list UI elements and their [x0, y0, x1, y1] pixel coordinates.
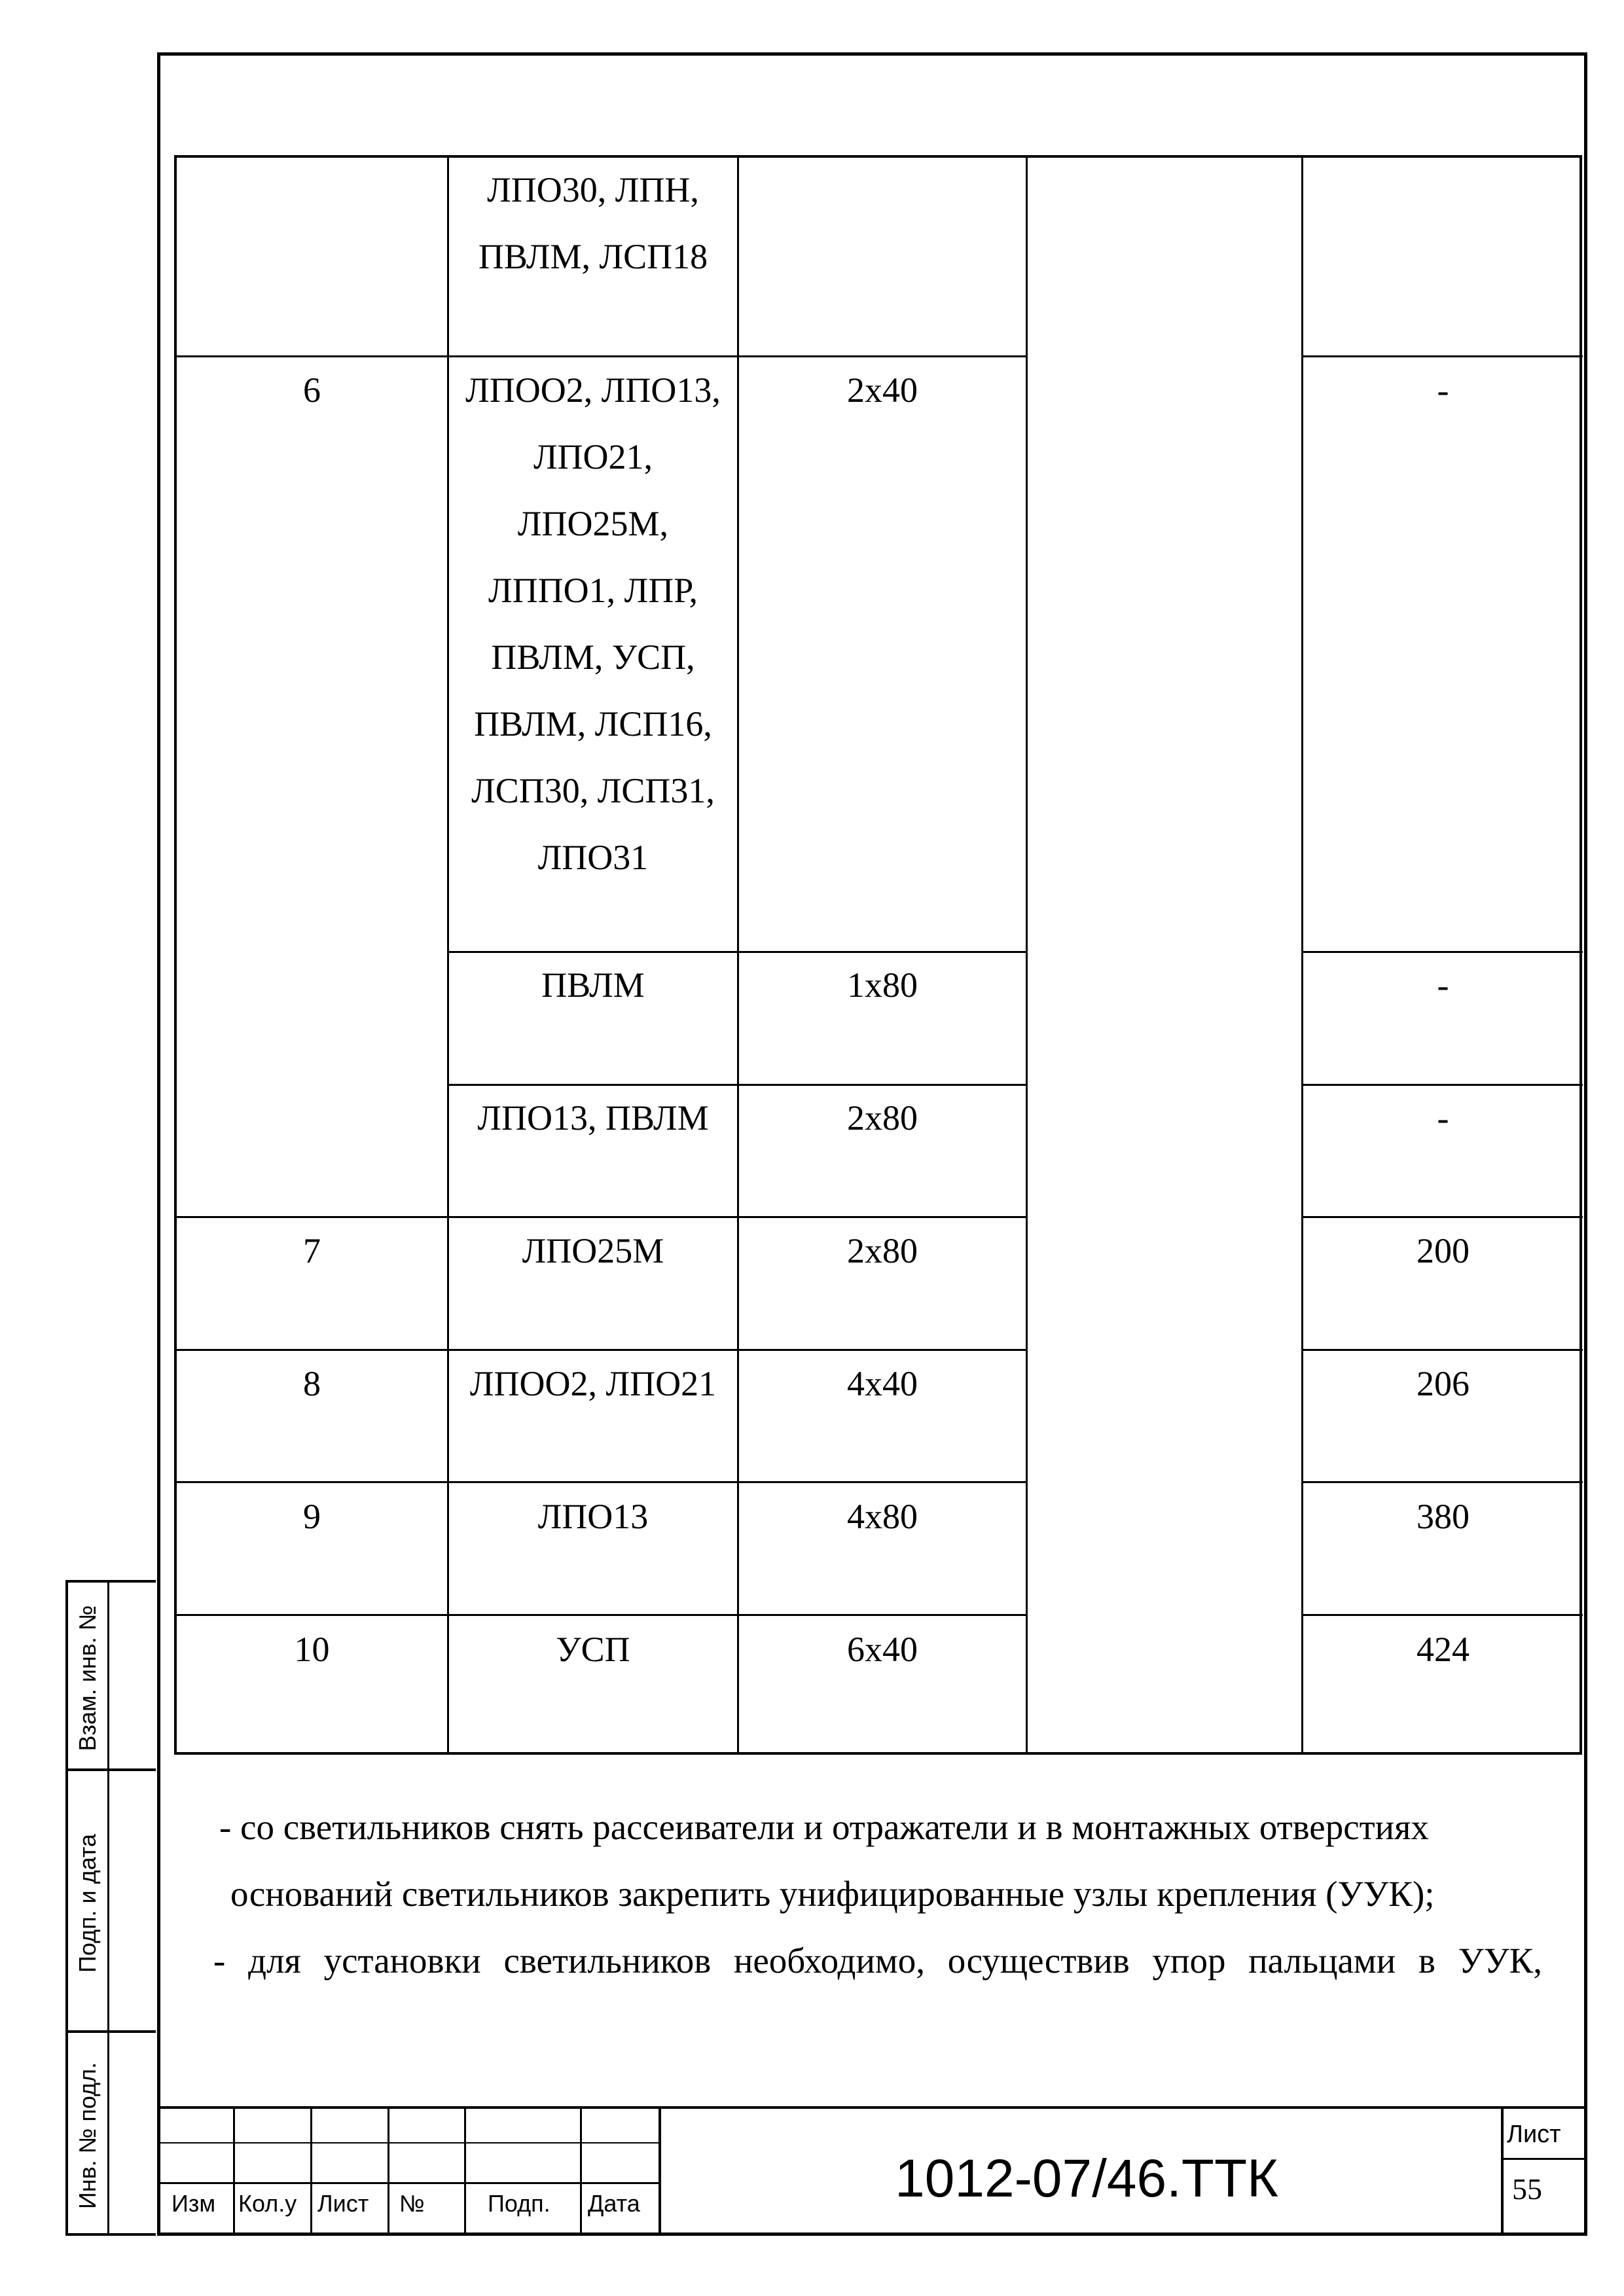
cell-type: ЛПОО2, ЛПО13, ЛПО21, ЛПО25М, ЛППО1, ЛПР, ПВЛМ, УСП, ПВЛМ, ЛСП16, ЛСП30, ЛСП31, ЛПО31	[465, 370, 721, 877]
cell-lamps: 2х80	[847, 1231, 918, 1270]
data-table	[174, 155, 1582, 1755]
cell-value: 380	[1416, 1497, 1470, 1536]
cell-lamps: 2х40	[847, 370, 918, 410]
cell-lamps: 2х80	[847, 1098, 918, 1138]
stamp-label-izm: Изм	[171, 2190, 216, 2217]
cell-value: -	[1437, 1098, 1449, 1138]
cell-value: -	[1437, 370, 1449, 410]
stamp-border	[464, 2106, 466, 2236]
stamp-border	[310, 2106, 312, 2236]
body-text-line: оснований светильников закрепить унифицированные узлы крепления (УУК);	[230, 1874, 1435, 1914]
stamp-border	[580, 2106, 582, 2236]
body-text-line: - со светильников снять рассеиватели и отражатели и в монтажных отверстиях	[219, 1807, 1429, 1847]
cell-value: 200	[1416, 1231, 1470, 1270]
cell-type: УСП	[556, 1630, 630, 1669]
stamp-label-list: Лист	[317, 2190, 369, 2217]
side-label-inv: Инв. № подл.	[74, 2062, 101, 2210]
side-label-podp: Подп. и дата	[74, 1833, 101, 1973]
stamp-label-num: №	[399, 2190, 425, 2217]
stamp-border	[388, 2106, 389, 2236]
cell-type: ЛПО13, ПВЛМ	[477, 1098, 709, 1138]
cell-type: ЛПО13	[537, 1497, 649, 1536]
stamp-label-podp: Подп.	[488, 2190, 550, 2217]
stamp-border	[233, 2106, 235, 2236]
cell-value: 424	[1416, 1630, 1470, 1669]
cell-lamps: 4х40	[847, 1364, 918, 1403]
cell-lamps: 6х40	[847, 1630, 918, 1669]
stamp-border	[157, 2106, 1587, 2109]
cell-num: 7	[303, 1231, 321, 1270]
cell-type: ЛПО30, ЛПН, ПВЛМ, ЛСП18	[478, 170, 708, 276]
sheet-label: Лист	[1507, 2121, 1561, 2148]
side-strip-inv	[65, 2030, 156, 2236]
side-strip-podp	[65, 1768, 156, 2033]
side-strip-vzam	[65, 1580, 156, 1771]
cell-lamps: 4х80	[847, 1497, 918, 1536]
cell-lamps: 1х80	[847, 965, 918, 1005]
cell-num: 9	[303, 1497, 321, 1536]
col-divider	[1026, 158, 1028, 1755]
document-code: 1012-07/46.ТТК	[895, 2149, 1278, 2208]
stamp-label-kolu: Кол.у	[238, 2190, 297, 2217]
cell-value: -	[1437, 965, 1449, 1005]
cell-value: 206	[1416, 1364, 1470, 1403]
cell-num: 8	[303, 1364, 321, 1403]
cell-type: ПВЛМ	[541, 965, 645, 1005]
stamp-border	[1501, 2158, 1587, 2160]
stamp-label-data: Дата	[588, 2190, 640, 2217]
side-label-vzam: Взам. инв. №	[74, 1605, 101, 1751]
cell-num: 6	[303, 370, 321, 410]
cell-type: ЛПО25М	[522, 1231, 664, 1270]
sheet-number: 55	[1512, 2172, 1542, 2206]
cell-num: 10	[294, 1630, 330, 1669]
cell-type: ЛПОО2, ЛПО21	[469, 1364, 717, 1403]
body-text-line: - для установки светильников необходимо, осуществив упор пальцами в УУК,	[213, 1941, 1542, 1981]
